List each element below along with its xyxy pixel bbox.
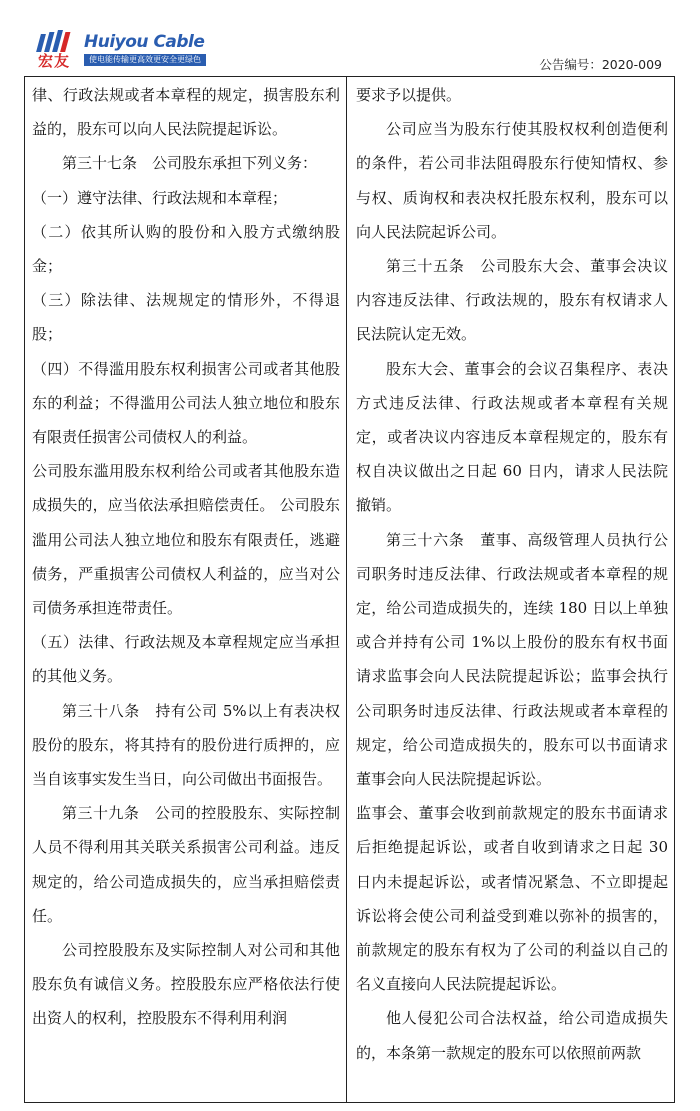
page-header <box>0 0 700 80</box>
left-paragraph: 律、行政法规或者本章程的规定，损害股东利益的，股东可以向人民法院提起诉讼。 <box>32 86 340 139</box>
duty-item-5: （五）法律、行政法规及本章程规定应当承担的其他义务。 <box>32 633 340 686</box>
right-column <box>356 78 668 1070</box>
right-paragraph: 股东大会、董事会的会议召集程序、表决方式违反法律、行政法规或者本章程有关规定，或者决议内容违反本章程规定的，股东有权自决议做出之日起 60 日内，请求人民法院撤销。 <box>356 359 668 515</box>
left-paragraph: 公司股东滥用股东权利给公司或者其他股东造成损失的，应当依法承担赔偿责任。 公司股东滥用公司法人独立地位和股东有限责任，逃避债务，严重损害公司债权人利益的，应当对公司债务承担连带责任。 <box>32 462 340 618</box>
article-38: 第三十八条 持有公司 5%以上有表决权股份的股东，将其持有的股份进行质押的，应当自该事实发生当日，向公司做出书面报告。 <box>32 701 340 789</box>
article-36: 第三十六条 董事、高级管理人员执行公司职务时违反法律、行政法规或者本章程的规定，给公司造成损失的，连续 180 日以上单独或合并持有公司 1%以上股份的股东有权书面请求监事会向人民法院提起诉讼；监事会执行公司职务时违反法律、行政法规或者本章程的规定，给公司造成损失的，股东可以书面请求董事会向人民法院提起诉讼。 <box>356 530 668 789</box>
right-paragraph: 要求予以提供。 <box>356 86 462 104</box>
left-paragraph: 公司控股股东及实际控制人对公司和其他股东负有诚信义务。控股股东应严格依法行使出资人的权利，控股股东不得利用利润 <box>32 941 340 1028</box>
duty-item-4: （四）不得滥用股东权利损害公司或者其他股东的利益；不得滥用公司法人独立地位和股东有限责任损害公司债权人的利益。 <box>32 359 340 447</box>
duty-item-2: （二）依其所认购的股份和入股方式缴纳股金； <box>32 222 340 276</box>
right-paragraph: 他人侵犯公司合法权益，给公司造成损失的，本条第一款规定的股东可以依照前两款 <box>356 1009 668 1062</box>
column-divider <box>346 76 347 1103</box>
duty-item-3: （三）除法律、法规规定的情形外，不得退股； <box>32 291 340 344</box>
logo-chinese-text: 宏友 <box>38 52 71 70</box>
document-number: 公告编号：2020-009 <box>539 57 662 72</box>
article-35: 第三十五条 公司股东大会、董事会决议内容违反法律、行政法规的，股东有权请求人民法院认定无效。 <box>356 257 668 344</box>
logo-english-text: Huiyou Cable <box>84 32 205 52</box>
company-logo <box>36 30 206 70</box>
right-paragraph: 监事会、董事会收到前款规定的股东书面请求后拒绝提起诉讼，或者自收到请求之日起 30 日内未提起诉讼，或者情况紧急、不立即提起诉讼将会使公司利益受到难以弥补的损害的，前款规定的股东有权为了公司的利益以自己的名义直接向人民法院提起诉讼。 <box>356 804 668 994</box>
logo-slogan: 使电能传输更高效更安全更绿色 <box>84 54 206 66</box>
right-paragraph: 公司应当为股东行使其股权权利创造便利的条件，若公司非法阻碍股东行使知情权、参与权、质询权和表决权托股东权利，股东可以向人民法院起诉公司。 <box>356 120 668 241</box>
left-column <box>32 78 340 1036</box>
article-37-heading: 第三十七条 公司股东承担下列义务： <box>62 154 318 173</box>
duty-item-1: （一）遵守法律、行政法规和本章程； <box>32 188 288 207</box>
article-39: 第三十九条 公司的控股股东、实际控制人员不得利用其关联关系损害公司利益。违反规定的，给公司造成损失的，应当承担赔偿责任。 <box>32 804 340 925</box>
